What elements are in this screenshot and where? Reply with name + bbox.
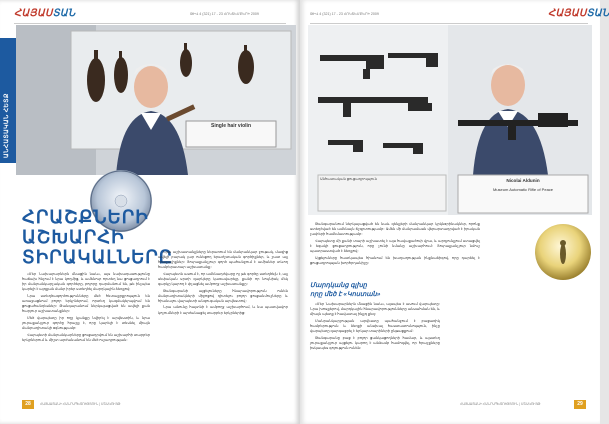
article-subhead: [310, 282, 410, 299]
headline-line-1: ՀՐԱՇՔՆԵՐԻ: [22, 207, 149, 227]
weapons-photo: [308, 25, 592, 215]
paragraph: Նրա ստեղծագործությունները մեծ հետաքրքրություն են առաջացնում բոլոր երկրներում, որտեղ կազմակերպվում են ցուցահանդեսներ։ Թանգարանում ներկայացված են ավելի քան հարյուր աշխատանքներ։: [22, 293, 150, 314]
paragraph: Թանգարանում ներկայացված են նաև զենքերի մանրանկար կրկնօրինակներ, որոնք ստեղծված են ամենայն ճշգրտությամբ։ Ամեն մի մանրամասն վերարտադրված է իրական չափերի համեմատությամբ։: [310, 222, 480, 237]
sign-caption-1: Nicolai Aldunin: [506, 178, 540, 183]
headline-line-2: ԱՇԽԱՐՀԻ: [22, 227, 125, 247]
magnifier-photo: [535, 224, 591, 280]
paragraph: Նրա անունը հայտնի է ամբողջ աշխարհում, և նա պատվավոր կոչումների է արժանացել տարբեր երկրներից։: [158, 305, 288, 315]
paragraph: «Մեր Նախարարներն մնացին նաև», այսպես է ասում վարպետը։ Նրա խոսքերով, մարդկային հնարավորությունները անսահման են, և միայն պետք է հավատալ ինքդ քեզ։: [310, 302, 440, 317]
body-column-4: [310, 302, 440, 352]
photo-caption: Single hair violin: [210, 123, 251, 129]
paragraph: Մանրանկարչության արվեստը պահանջում է բացառիկ համբերություն և ձեռքի անսխալ հաստատունություն, ինչը վարպետը զարգացրել է երկար տարիների ընթացքում։: [310, 318, 440, 333]
paragraph: «Մեր Նախարարներն մնացին նաև», այս նախադասությունը հաճախ հնչում է նրա կողմից, և ամենուր որտեղ նա ցուցադրում է իր մանրանկարչական գործերը, բոլորը դարմանում են, թե ինչպես կարելի է այդքան մանր իրեր ստեղծել մարդկային ձեռքով։: [22, 272, 150, 292]
body-column-3: [310, 222, 480, 267]
magnified-figure-image: [535, 224, 591, 280]
header-rule: [14, 23, 286, 24]
magazine-logo: ՀԱՅԱՍՏԱՆ: [14, 8, 76, 19]
right-page: [300, 0, 609, 424]
issue-info: ԹԻՎ 4 (321) 17 - 23 ՀՈԿՏԵՄԲԵՐԻ 2009: [310, 12, 379, 16]
paragraph: Վարպետը մի քանի տարի աշխատել է այս հավաքածուի վրա, և արդյունքում ստացվել է եզակի ցուցադրություն, որը չունի նմանը աշխարհում։ Յուրաքանչյուր նմուշ պատրաստված է ձեռքով։: [310, 238, 480, 253]
subhead-line-2: որը մեծ է «Կոստան»: [310, 290, 381, 298]
page-number: 28: [22, 400, 34, 409]
paragraph: Վարպետն ասում է, որ ամենադժվարը ոչ թե գործը ստեղծելն է, այլ սեփական սրտի զարկերը կառավարելը, քանի որ նույնիսկ մեկ զարկը կարող է փչացնել ամբողջ աշխատանքը։: [158, 271, 288, 287]
article-headline: [22, 207, 177, 267]
issue-info: ԹԻՎ 4 (321) 17 - 23 ՀՈԿՏԵՄԲԵՐԻ 2009: [190, 12, 259, 16]
paragraph: Թանգարանը բաց է բոլոր ցանկացողների համար, և այստեղ յուրաքանչյուր այցելու կարող է անձամբ համոզվել, որ հրաշքները իսկապես գոյություն ունեն։: [310, 335, 440, 350]
page-footer: ՀԱՅԱՍՏԱՆԻ ՀԱՆՐԱՊԵՏՈՒԹՅՈՒՆ | ՄՇԱԿՈՒՅԹ: [460, 402, 541, 406]
sign-text-left: Անհատական ցուցադրություն: [320, 177, 378, 181]
section-label: ԱՆՀԱՏԱԿԱՆ ՀԵՏՔ: [4, 93, 10, 158]
photo-man-with-violins: [16, 25, 296, 175]
paragraph: Մեծ վարպետը իր ողջ կյանքը նվիրել է արվեստին, և նրա յուրաքանչյուր գործը հրաշք է, որը կարելի է տեսնել միայն մանրադիտակի օգնությամբ։: [22, 315, 150, 330]
page-number: 29: [574, 400, 586, 409]
headline-line-3: ՏԻՐԱԿԱԼՆԵՐԸ: [22, 247, 173, 267]
paragraph: Նրա աշխատանքները ներառում են մանրանկար ջութակ, մազից ավելի բարակ լար ունեցող երաժշտական գործիքներ, և շատ այլ հրաշալիքներ։ Յուրաքանչյուր գործ պահանջում է ամիսներ տևող համբերատար աշխատանք։: [158, 250, 288, 270]
sign-caption-2: Museum Automatic Rifle of Peace: [492, 187, 554, 192]
main-photo: [16, 25, 296, 175]
section-sidebar: [0, 38, 16, 163]
body-column-2: [158, 250, 288, 317]
paragraph: Թանգարանի այցելուները հնարավորություն ունեն մանրադիտակների միջոցով դիտելու բոլոր ցուցանմուշները և հիանալու վարպետի անզուգական արվեստով։: [158, 288, 288, 303]
subhead-line-1: Մարդկանց գլխը: [310, 282, 367, 289]
header-rule: [310, 23, 588, 24]
paragraph: Այցելուները հատկապես հիանում են խաղաղության ինքնաձիգով, որը դարձել է ցուցադրության խորհրդանիշը։: [310, 255, 480, 265]
left-page: [0, 0, 300, 424]
body-column-1: [22, 272, 150, 344]
page-footer: ՀԱՅԱՍՏԱՆԻ ՀԱՆՐԱՊԵՏՈՒԹՅՈՒՆ | ՄՇԱԿՈՒՅԹ: [40, 402, 121, 406]
paragraph: Վարպետի մանրանկարները ցուցադրվում են աշխարհի տարբեր երկրներում և միշտ արժանանում են մեծ ուշադրության։: [22, 332, 150, 342]
magazine-logo: ՀԱՅԱՍՏԱՆ: [548, 8, 609, 19]
